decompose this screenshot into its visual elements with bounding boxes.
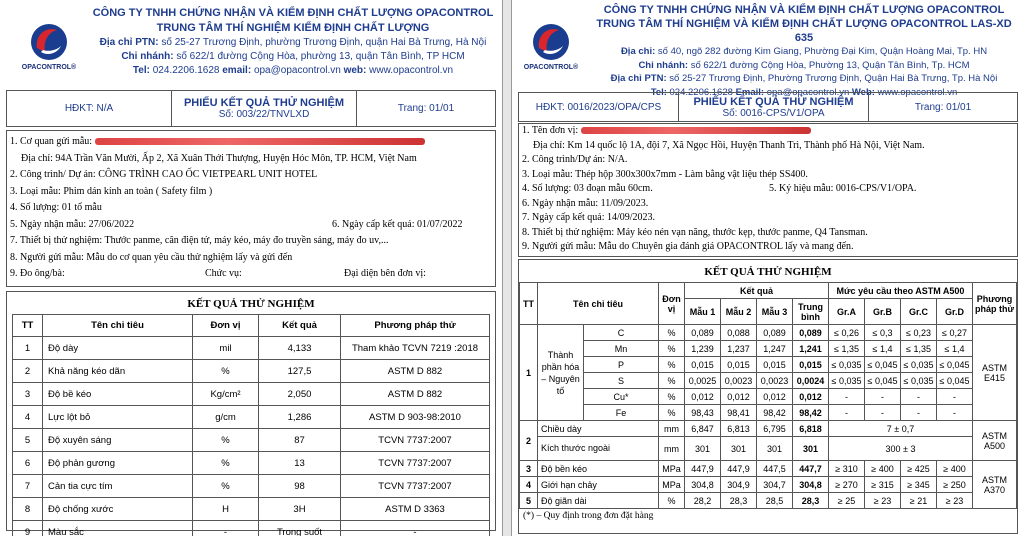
average: 0,0024 bbox=[793, 373, 829, 389]
result-value: 2,050 bbox=[259, 383, 341, 406]
criteria-name: Kích thước ngoài bbox=[538, 437, 659, 461]
left-table-body bbox=[13, 337, 490, 536]
right-results-section bbox=[518, 259, 1018, 534]
average: 0,012 bbox=[793, 389, 829, 405]
sample-3: 28,5 bbox=[757, 493, 793, 509]
sample-3: 0,0023 bbox=[757, 373, 793, 389]
grade-a: ≤ 0,035 bbox=[829, 357, 865, 373]
branch-value: số 622/1 đường Cộng Hòa, phường 13, quận Tân Bình, TP HCM bbox=[176, 51, 465, 62]
grade-c: ≤ 0,23 bbox=[901, 325, 937, 341]
unit: Kg/cm² bbox=[193, 383, 259, 406]
table-row bbox=[13, 452, 490, 475]
report-title: PHIẾU KẾT QUẢ THỬ NGHIỆM bbox=[183, 97, 345, 109]
right-report-document bbox=[511, 0, 1024, 536]
header-method: Phương pháp thử bbox=[973, 283, 1017, 325]
right-table-body bbox=[520, 325, 1017, 509]
grade-d: ≥ 23 bbox=[937, 493, 973, 509]
unit: mm bbox=[659, 421, 685, 437]
test-method: - bbox=[341, 521, 490, 536]
average: 301 bbox=[793, 437, 829, 461]
contract-number: HĐKT: 0016/2023/OPA/CPS bbox=[519, 93, 679, 121]
test-method: ASTM D 903-98:2010 bbox=[341, 406, 490, 429]
grade-c: - bbox=[901, 389, 937, 405]
document-gap bbox=[503, 0, 511, 536]
header-result: Kết quả bbox=[259, 315, 341, 337]
report-number: Số: 0016-CPS/V1/OPA bbox=[722, 107, 825, 119]
unit: % bbox=[193, 360, 259, 383]
average: 1,241 bbox=[793, 341, 829, 357]
report-title-block bbox=[172, 91, 357, 126]
project-name: 2. Công trình/ Dự án: CÔNG TRÌNH CAO ỐC VIETPEARL UNIT HOTEL bbox=[10, 169, 318, 180]
grade-a: - bbox=[829, 389, 865, 405]
client-address: Địa chỉ: 94A Trần Văn Mười, Ấp 2, Xã Xuân Thới Thượng, Huyện Hóc Môn, TP. HCM, Việt Nam bbox=[21, 152, 417, 164]
header-criteria: Tên chỉ tiêu bbox=[43, 315, 193, 337]
table-header-row bbox=[13, 315, 490, 337]
opacontrol-logo bbox=[20, 22, 78, 71]
table-row-dimension bbox=[520, 421, 1017, 437]
criteria-name: Độ xuyên sáng bbox=[43, 429, 193, 452]
sample-1: 0,012 bbox=[685, 389, 721, 405]
element: Fe bbox=[584, 405, 659, 421]
unit: % bbox=[659, 373, 685, 389]
sample-1: 0,015 bbox=[685, 357, 721, 373]
left-results-section bbox=[6, 291, 496, 536]
header-sample-1: Mẫu 1 bbox=[685, 299, 721, 325]
row-number: 2 bbox=[13, 360, 43, 383]
address-value: số 25-27 Trương Định, phường Trương Định, quận Hai Bà Trưng, Hà Nội bbox=[161, 37, 487, 48]
grade-a: ≥ 310 bbox=[829, 461, 865, 477]
unit: - bbox=[193, 521, 259, 536]
sample-2: 98,41 bbox=[721, 405, 757, 421]
test-method: TCVN 7737:2007 bbox=[341, 452, 490, 475]
average: 0,089 bbox=[793, 325, 829, 341]
right-report-id-bar bbox=[518, 92, 1018, 122]
table-row bbox=[13, 521, 490, 536]
sample-2: 304,9 bbox=[721, 477, 757, 493]
redacted-client-name bbox=[95, 138, 425, 145]
result-value: 1,286 bbox=[259, 406, 341, 429]
unit: % bbox=[193, 429, 259, 452]
grade-a: ≤ 0,035 bbox=[829, 373, 865, 389]
sample-type: 3. Loại mẫu: Thép hộp 300x300x7mm - Làm bằng vật liệu thép SS400. bbox=[522, 168, 808, 180]
row-number: 2 bbox=[520, 421, 538, 461]
sample-sender: 9. Người gửi mẫu: Mẫu do Chuyên gia đánh giá OPACONTROL lấy và mang đến. bbox=[522, 241, 854, 252]
unit: % bbox=[193, 452, 259, 475]
lab-center-name: TRUNG TÂM THÍ NGHIỆM KIỂM ĐỊNH CHẤT LƯỢNG bbox=[156, 22, 430, 34]
sample-2: 28,3 bbox=[721, 493, 757, 509]
report-title: PHIẾU KẾT QUẢ THỬ NGHIỆM bbox=[693, 95, 854, 108]
grade-d: - bbox=[937, 405, 973, 421]
sample-code: 5. Ký hiệu mẫu: 0016-CPS/V1/OPA. bbox=[769, 183, 917, 194]
sample-3: 0,015 bbox=[757, 357, 793, 373]
right-report-header bbox=[512, 0, 1024, 98]
received-date: 5. Ngày nhận mẫu: 27/06/2022 bbox=[10, 218, 135, 230]
unit: MPa bbox=[659, 477, 685, 493]
unit: mm bbox=[659, 437, 685, 461]
table-row bbox=[13, 498, 490, 521]
sample-1: 6,847 bbox=[685, 421, 721, 437]
header-sample-2: Mẫu 2 bbox=[721, 299, 757, 325]
criteria-name: Độ dày bbox=[43, 337, 193, 360]
grade-c: ≥ 425 bbox=[901, 461, 937, 477]
element: S bbox=[584, 373, 659, 389]
sample-2: 0,0023 bbox=[721, 373, 757, 389]
client-label: 1. Tên đơn vị: bbox=[522, 125, 579, 136]
test-method: ASTM A500 bbox=[973, 421, 1017, 461]
sample-3: 447,5 bbox=[757, 461, 793, 477]
test-method: TCVN 7737:2007 bbox=[341, 429, 490, 452]
grade-c: - bbox=[901, 405, 937, 421]
table-row bbox=[13, 475, 490, 498]
test-method: TCVN 7737:2007 bbox=[341, 475, 490, 498]
email-value: opa@opacontrol.vn bbox=[253, 65, 341, 76]
right-sample-info bbox=[518, 123, 1018, 257]
result-value: Trong suốt bbox=[259, 521, 341, 536]
average: 6,818 bbox=[793, 421, 829, 437]
web-label: web: bbox=[343, 65, 367, 76]
row-number: 4 bbox=[13, 406, 43, 429]
criteria-name: Giới hạn chảy bbox=[538, 477, 659, 493]
table-row-mechanical bbox=[520, 461, 1017, 477]
opacontrol-logo-icon bbox=[531, 22, 571, 62]
sample-3: 304,7 bbox=[757, 477, 793, 493]
grade-c: ≤ 0,035 bbox=[901, 357, 937, 373]
grade-d: ≤ 0,045 bbox=[937, 373, 973, 389]
grade-d: ≥ 400 bbox=[937, 461, 973, 477]
opacontrol-logo-icon bbox=[29, 22, 69, 62]
right-results-title: KẾT QUẢ THỬ NGHIỆM bbox=[704, 266, 832, 278]
result-value: 127,5 bbox=[259, 360, 341, 383]
row-number: 3 bbox=[520, 461, 538, 477]
tel-value: 024.2206.1628 bbox=[152, 65, 220, 76]
redacted-client-name bbox=[581, 127, 811, 134]
test-method: Tham khảo TCVN 7219 :2018 bbox=[341, 337, 490, 360]
grade-c: ≤ 1,35 bbox=[901, 341, 937, 357]
header-grade-d: Gr.D bbox=[937, 299, 973, 325]
grade-c: ≥ 21 bbox=[901, 493, 937, 509]
grade-d: ≤ 0,27 bbox=[937, 325, 973, 341]
grade-b: ≤ 1,4 bbox=[865, 341, 901, 357]
header-requirement: Mức yêu cầu theo ASTM A500 bbox=[829, 283, 973, 299]
branch-label: Chi nhánh: bbox=[638, 59, 689, 71]
average: 28,3 bbox=[793, 493, 829, 509]
table-footnote: (*) – Quy định trong đơn đặt hàng bbox=[523, 511, 654, 521]
branch-value: số 622/1 đường Cộng Hòa, Phường 13, Quận Tân Bình, Tp. HCM bbox=[690, 59, 970, 71]
row-number: 3 bbox=[13, 383, 43, 406]
test-method: ASTM A370 bbox=[973, 461, 1017, 509]
grade-d: ≤ 1,4 bbox=[937, 341, 973, 357]
test-equipment: 7. Thiết bị thử nghiệm: Thước panme, cân điện tử, máy kéo, máy đo truyền sáng, máy đo uv,... bbox=[10, 235, 389, 246]
grade-b: ≤ 0,3 bbox=[865, 325, 901, 341]
unit: % bbox=[659, 389, 685, 405]
address-value: số 40, ngõ 282 đường Kim Giang, Phường Đại Kim, Quận Hoàng Mai, Tp. HN bbox=[657, 46, 988, 57]
criteria-name: Độ chống xước bbox=[43, 498, 193, 521]
address-label: Địa chỉ: bbox=[620, 46, 656, 57]
unit: mil bbox=[193, 337, 259, 360]
header-grade-c: Gr.C bbox=[901, 299, 937, 325]
tel-value: 024.2206.1628 bbox=[669, 86, 733, 98]
web-value: www.opacontrol.vn bbox=[369, 65, 454, 76]
email-label: email: bbox=[222, 65, 252, 76]
table-row-chemical bbox=[520, 373, 1017, 389]
sample-2: 0,088 bbox=[721, 325, 757, 341]
sample-3: 6,795 bbox=[757, 421, 793, 437]
table-row-chemical bbox=[520, 357, 1017, 373]
row-number: 9 bbox=[13, 521, 43, 536]
sample-2: 0,012 bbox=[721, 389, 757, 405]
lab-address-value: số 25-27 Trương Định, Phường Trương Định, Quận Hai Bà Trưng, Tp. Hà Nội bbox=[669, 73, 998, 84]
row-number: 8 bbox=[13, 498, 43, 521]
table-row-mechanical bbox=[520, 477, 1017, 493]
grade-b: - bbox=[865, 389, 901, 405]
unit: % bbox=[193, 475, 259, 498]
left-report-document bbox=[0, 0, 503, 536]
sample-type: 3. Loại mẫu: Phim dán kính an toàn ( Safety film ) bbox=[10, 185, 213, 197]
page-number: Trang: 01/01 bbox=[397, 103, 455, 114]
company-name: CÔNG TY TNHH CHỨNG NHẬN VÀ KIỂM ĐỊNH CHẤT LƯỢNG OPACONTROL bbox=[92, 7, 494, 19]
row-number: 5 bbox=[13, 429, 43, 452]
header-grade-a: Gr.A bbox=[829, 299, 865, 325]
unit: H bbox=[193, 498, 259, 521]
sample-sender: 8. Người gửi mẫu: Mẫu do cơ quan yêu cầu thử nghiệm lấy và gửi đến bbox=[10, 251, 293, 263]
email-label: Email: bbox=[735, 86, 765, 98]
test-method: ASTM D 882 bbox=[341, 360, 490, 383]
table-row-dimension bbox=[520, 437, 1017, 461]
received-date: 6. Ngày nhận mẫu: 11/09/2023. bbox=[522, 197, 649, 209]
report-title-block bbox=[679, 93, 869, 121]
test-method: ASTM D 882 bbox=[341, 383, 490, 406]
criteria-name: Màu sắc bbox=[43, 521, 193, 536]
sample-3: 0,089 bbox=[757, 325, 793, 341]
unit: % bbox=[659, 341, 685, 357]
right-company-block bbox=[590, 4, 1018, 99]
header-method: Phương pháp thử bbox=[341, 315, 490, 337]
sample-1: 1,239 bbox=[685, 341, 721, 357]
table-row bbox=[13, 406, 490, 429]
left-results-table bbox=[12, 314, 490, 536]
left-company-block bbox=[90, 6, 496, 78]
test-equipment: 8. Thiết bị thử nghiệm: Máy kéo nén vạn năng, thước kẹp, thước panme, Q4 Tansman. bbox=[522, 226, 868, 238]
table-row-chemical bbox=[520, 405, 1017, 421]
element: C bbox=[584, 325, 659, 341]
left-results-title: KẾT QUẢ THỬ NGHIỆM bbox=[187, 298, 315, 310]
representative-label: Đại diện bên đơn vị: bbox=[344, 268, 426, 279]
table-row bbox=[13, 429, 490, 452]
client-label: 1. Cơ quan gửi mẫu: bbox=[10, 136, 93, 147]
requirement-range: 300 ± 3 bbox=[829, 437, 973, 461]
sample-1: 304,8 bbox=[685, 477, 721, 493]
grade-a: ≥ 25 bbox=[829, 493, 865, 509]
criteria-name: Cản tia cực tím bbox=[43, 475, 193, 498]
unit: % bbox=[659, 357, 685, 373]
result-value: 3H bbox=[259, 498, 341, 521]
branch-label: Chi nhánh: bbox=[121, 51, 174, 62]
element: Cu* bbox=[584, 389, 659, 405]
web-value: www.opacontrol.vn bbox=[877, 86, 958, 98]
web-label: Web: bbox=[851, 86, 875, 98]
average: 98,42 bbox=[793, 405, 829, 421]
row-number: 1 bbox=[520, 325, 538, 421]
table-header-row-1 bbox=[520, 283, 1017, 299]
header-tt: TT bbox=[520, 283, 538, 325]
grade-b: ≥ 315 bbox=[865, 477, 901, 493]
unit: g/cm bbox=[193, 406, 259, 429]
unit: MPa bbox=[659, 461, 685, 477]
header-sample-3: Mẫu 3 bbox=[757, 299, 793, 325]
grade-d: ≥ 250 bbox=[937, 477, 973, 493]
criteria-name: Độ phản gương bbox=[43, 452, 193, 475]
header-tt: TT bbox=[13, 315, 43, 337]
grade-c: ≥ 345 bbox=[901, 477, 937, 493]
table-row-chemical bbox=[520, 389, 1017, 405]
average: 304,8 bbox=[793, 477, 829, 493]
element: P bbox=[584, 357, 659, 373]
sample-1: 0,089 bbox=[685, 325, 721, 341]
table-row-chemical bbox=[520, 325, 1017, 341]
test-method: ASTM E415 bbox=[973, 325, 1017, 421]
sample-2: 447,9 bbox=[721, 461, 757, 477]
grade-c: ≤ 0,035 bbox=[901, 373, 937, 389]
grade-b: ≤ 0,045 bbox=[865, 357, 901, 373]
row-number: 7 bbox=[13, 475, 43, 498]
row-number: 6 bbox=[13, 452, 43, 475]
grade-b: ≤ 0,045 bbox=[865, 373, 901, 389]
sample-quantity: 4. Số lượng: 03 đoạn mẫu 60cm. bbox=[522, 183, 653, 194]
tel-label: Tel: bbox=[650, 86, 667, 98]
report-number: Số: 003/22/TNVLXD bbox=[218, 109, 310, 120]
opacontrol-logo bbox=[522, 22, 580, 71]
grade-b: - bbox=[865, 405, 901, 421]
grade-d: - bbox=[937, 389, 973, 405]
test-method: ASTM D 3363 bbox=[341, 498, 490, 521]
table-row bbox=[13, 337, 490, 360]
unit: % bbox=[659, 325, 685, 341]
sample-1: 0,0025 bbox=[685, 373, 721, 389]
result-value: 13 bbox=[259, 452, 341, 475]
average: 0,015 bbox=[793, 357, 829, 373]
project-name: 2. Công trình/Dự án: N/A. bbox=[522, 154, 628, 165]
table-row bbox=[13, 383, 490, 406]
address-label: Địa chỉ PTN: bbox=[99, 37, 159, 48]
sample-1: 447,9 bbox=[685, 461, 721, 477]
header-unit: Đơn vị bbox=[193, 315, 259, 337]
criteria-name: Độ giãn dài bbox=[538, 493, 659, 509]
page-number: Trang: 01/01 bbox=[914, 101, 972, 113]
grade-b: ≥ 23 bbox=[865, 493, 901, 509]
sample-3: 98,42 bbox=[757, 405, 793, 421]
email-value: opa@opacontrol.vn bbox=[766, 86, 850, 98]
lab-center-name: TRUNG TÂM THÍ NGHIỆM VÀ KIỂM ĐỊNH CHẤT LƯỢNG OPACONTROL LAS-XD 635 bbox=[596, 18, 1012, 44]
criteria-group-name: Thành phần hóa – Nguyên tố bbox=[538, 325, 584, 421]
header-criteria: Tên chỉ tiêu bbox=[538, 283, 659, 325]
sample-1: 28,2 bbox=[685, 493, 721, 509]
left-sample-info bbox=[6, 130, 496, 287]
sample-3: 301 bbox=[757, 437, 793, 461]
header-result: Kết quả bbox=[685, 283, 829, 299]
criteria-name: Khả năng kéo dãn bbox=[43, 360, 193, 383]
sample-2: 301 bbox=[721, 437, 757, 461]
lab-address-label: Địa chỉ PTN: bbox=[610, 73, 667, 84]
company-name: CÔNG TY TNHH CHỨNG NHẬN VÀ KIỂM ĐỊNH CHẤT LƯỢNG OPACONTROL bbox=[603, 4, 1005, 16]
element: Mn bbox=[584, 341, 659, 357]
sample-quantity: 4. Số lượng: 01 tổ mẫu bbox=[10, 202, 102, 213]
table-row bbox=[13, 360, 490, 383]
result-value: 87 bbox=[259, 429, 341, 452]
grade-a: ≤ 1,35 bbox=[829, 341, 865, 357]
sample-3: 1,247 bbox=[757, 341, 793, 357]
position-label: Chức vụ: bbox=[205, 268, 242, 279]
row-number: 4 bbox=[520, 477, 538, 493]
contract-number: HĐKT: N/A bbox=[7, 91, 172, 126]
result-value: 4,133 bbox=[259, 337, 341, 360]
header-grade-b: Gr.B bbox=[865, 299, 901, 325]
criteria-name: Lực lột bỏ bbox=[43, 406, 193, 429]
criteria-name: Độ bền kéo bbox=[538, 461, 659, 477]
requirement-range: 7 ± 0,7 bbox=[829, 421, 973, 437]
sample-1: 98,43 bbox=[685, 405, 721, 421]
grade-a: ≥ 270 bbox=[829, 477, 865, 493]
grade-d: ≤ 0,045 bbox=[937, 357, 973, 373]
logo-brand-text: OPACONTROL® bbox=[21, 64, 77, 71]
header-unit: Đơn vị bbox=[659, 283, 685, 325]
table-row-mechanical bbox=[520, 493, 1017, 509]
table-row-chemical bbox=[520, 341, 1017, 357]
header-average: Trung bình bbox=[793, 299, 829, 325]
sample-2: 0,015 bbox=[721, 357, 757, 373]
sample-2: 1,237 bbox=[721, 341, 757, 357]
row-number: 5 bbox=[520, 493, 538, 509]
sample-2: 6,813 bbox=[721, 421, 757, 437]
grade-a: - bbox=[829, 405, 865, 421]
criteria-name: Độ bề kéo bbox=[43, 383, 193, 406]
unit: % bbox=[659, 493, 685, 509]
left-report-header bbox=[0, 0, 502, 88]
unit: % bbox=[659, 405, 685, 421]
client-address: Địa chỉ: Km 14 quốc lộ 1A, đội 7, Xã Ngọc Hồi, Huyện Thanh Trì, Thành phố Hà Nội, Việt Nam. bbox=[533, 139, 925, 151]
grade-b: ≥ 400 bbox=[865, 461, 901, 477]
sample-1: 301 bbox=[685, 437, 721, 461]
issue-date: 6. Ngày cấp kết quả: 01/07/2022 bbox=[332, 218, 463, 230]
witness-label: 9. Đo ông/bà: bbox=[10, 268, 65, 279]
issue-date: 7. Ngày cấp kết quả: 14/09/2023. bbox=[522, 212, 656, 223]
left-report-id-bar bbox=[6, 90, 496, 127]
grade-a: ≤ 0,26 bbox=[829, 325, 865, 341]
row-number: 1 bbox=[13, 337, 43, 360]
average: 447,7 bbox=[793, 461, 829, 477]
logo-brand-text: OPACONTROL® bbox=[523, 64, 579, 71]
result-value: 98 bbox=[259, 475, 341, 498]
tel-label: Tel: bbox=[132, 65, 150, 76]
criteria-name: Chiều dày bbox=[538, 421, 659, 437]
sample-3: 0,012 bbox=[757, 389, 793, 405]
right-results-table bbox=[519, 282, 1017, 509]
